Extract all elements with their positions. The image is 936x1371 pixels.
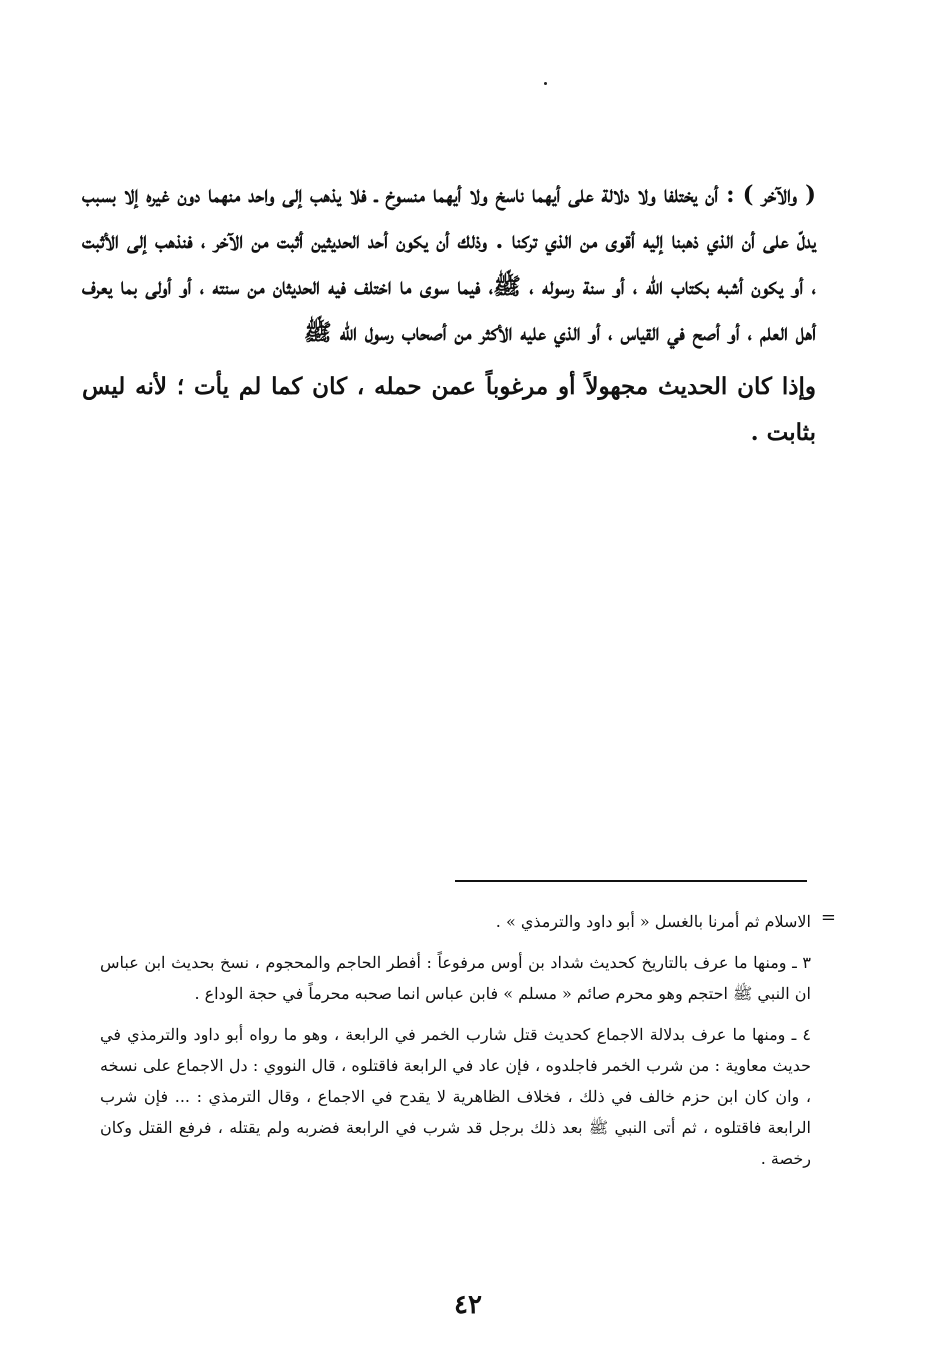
footnote-continuation: الاسلام ثم أمرنا بالغسل « أبو داود والترمذي » . xyxy=(495,912,811,931)
footnote-3: ٣ ـ ومنها ما عرف بالتاريخ كحديث شداد بن أوس مرفوعاً : أفطر الحاجم والمحجوم ، نسخ بحديث ابن عباس ان النبي ﷺ احتجم وهو محرم صائم « مسلم » فابن عباس انما صحبه محرماً في حجة الوداع . xyxy=(100,953,812,1003)
main-paragraph-1: ( والآخر ) : أن يختلفا ولا دلالة على أيهما ناسخ ولا أيهما منسوخ ـ فلا يذهب إلى واحد منهما دون غيره إلا بسبب يدلّ على أن الذي ذهبنا إليه أقوى من الذي تركنا . وذلك أن يكون أحد الحديثين أثبت من الآخر ، فنذهب إلى الأثبت ، أو يكون أشبه بكتاب الله ، أو سنة رسوله ، ﷺ، فيما سوى ما اختلف فيه الحديثان من سنته ، أو أولى بما يعرف أهل العلم ، أو أصح في القياس ، أو الذي عليه الأكثر من أصحاب رسول الله ﷺ xyxy=(82,181,816,346)
ink-speck xyxy=(544,82,547,85)
footnotes xyxy=(100,906,836,1184)
footnote-separator xyxy=(455,880,807,882)
footnote-4: ٤ ـ ومنها ما عرف بدلالة الاجماع كحديث قتل شارب الخمر في الرابعة ، وهو ما رواه أبو داود والترمذي في حديث معاوية : من شرب الخمر فاجلدوه ، فإن عاد في الرابعة فاقتلوه ، قال النووي : دل الاجماع على نسخه ، وان كان ابن حزم خالف في ذلك ، فخلاف الظاهرية لا يقدح في الاجماع ، وقال الترمذي : ... فإن شرب الرابعة فاقتلوه ، ثم أتى النبي ﷺ بعد ذلك برجل قد شرب في الرابعة فضربه ولم يقتله ، فرفع القتل وكان رخصة . xyxy=(100,1025,812,1168)
footnote-continuation-mark: = xyxy=(820,907,836,928)
main-text xyxy=(82,172,816,464)
page-number: ٤٢ xyxy=(454,1290,482,1320)
main-paragraph-2: وإذا كان الحديث مجهولاً أو مرغوباً عمن حمله ، كان كما لم يأت ؛ لأنه ليس بثابت . xyxy=(82,373,816,446)
